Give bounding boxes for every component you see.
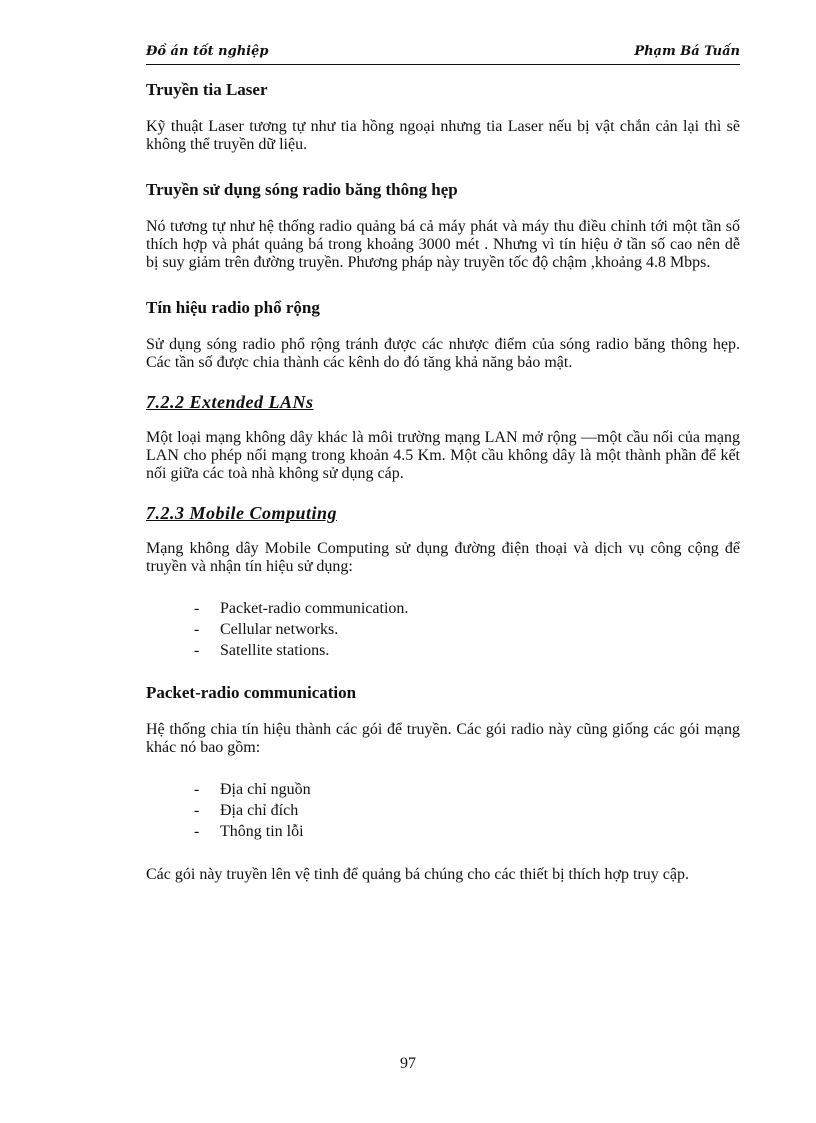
heading-spread-spectrum: Tín hiệu radio phổ rộng xyxy=(146,298,320,317)
packet-contents-list xyxy=(194,779,740,842)
list-item: - Packet-radio communication. xyxy=(194,600,409,617)
page-number: 97 xyxy=(400,1055,416,1072)
list-item: - Cellular networks. xyxy=(194,621,339,638)
header-left-title: Đồ án tốt nghiệp xyxy=(146,44,269,59)
mobile-computing-list xyxy=(194,598,740,661)
heading-extended-lans: 7.2.2 Extended LANs xyxy=(146,392,314,412)
paragraph-mobile-computing: Mạng không dây Mobile Computing sử dụng đường điện thoại và dịch vụ công cộng để truyền và nhận tín hiệu sử dụng: xyxy=(146,540,740,575)
paragraph-narrowband: Nó tương tự như hệ thống radio quảng bá cả máy phát và máy thu điều chỉnh tới một tần số thích hợp và phát quảng bá trong khoảng 3000 mét . Nhưng vì tín hiệu ở tần số cao nên dễ bị suy giảm trên đường truyền. Phương pháp này truyền tốc độ chậm ,khoảng 4.8 Mbps. xyxy=(146,218,740,271)
paragraph-packet-closing: Các gói này truyền lên vệ tinh để quảng bá chúng cho các thiết bị thích hợp truy cập. xyxy=(146,866,689,883)
heading-packet-radio: Packet-radio communication xyxy=(146,683,357,702)
paragraph-laser: Kỹ thuật Laser tương tự như tia hồng ngoại nhưng tia Laser nếu bị vật chắn cản lại thì sẽ không thể truyền dữ liệu. xyxy=(146,118,740,153)
page-content xyxy=(146,80,740,908)
page-header xyxy=(146,42,740,65)
heading-narrowband: Truyền sử dụng sóng radio băng thông hẹp xyxy=(146,180,458,199)
paragraph-spread-spectrum: Sử dụng sóng radio phổ rộng tránh được các nhược điểm của sóng radio băng thông hẹp. Các tần số được chia thành các kênh do đó tăng khả năng bảo mật. xyxy=(146,336,740,371)
list-item: - Thông tin lỗi xyxy=(194,823,304,840)
list-item: - Địa chỉ nguồn xyxy=(194,781,311,798)
paragraph-extended-lans: Một loại mạng không dây khác là môi trường mạng LAN mở rộng —một cầu nối của mạng LAN cho phép nối mạng trong khoản 4.5 Km. Một cầu không dây là một thành phần để kết nối giữa các toà nhà không sử dụng cáp. xyxy=(146,429,740,482)
heading-mobile-computing: 7.2.3 Mobile Computing xyxy=(146,503,338,523)
paragraph-packet-radio: Hệ thống chia tín hiệu thành các gói để truyền. Các gói radio này cũng giống các gói mạng khác nó bao gồm: xyxy=(146,721,740,756)
heading-laser: Truyền tia Laser xyxy=(146,80,268,99)
list-item: - Địa chỉ đích xyxy=(194,802,299,819)
header-author: Phạm Bá Tuấn xyxy=(634,44,740,59)
list-item: - Satellite stations. xyxy=(194,642,330,659)
